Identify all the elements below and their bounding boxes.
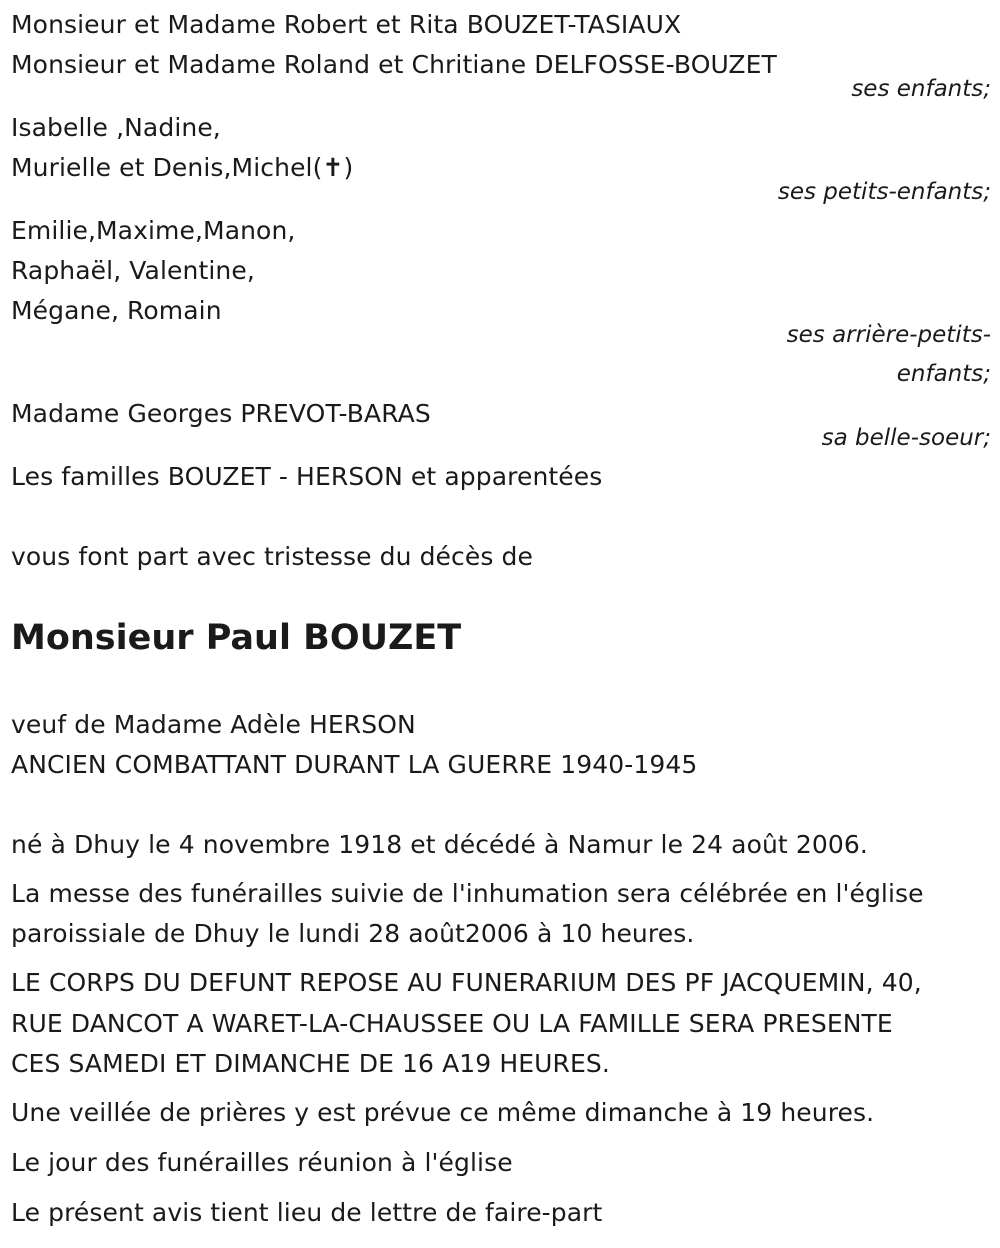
veteran-line: ANCIEN COMBATTANT DURANT LA GUERRE 1940-1945	[11, 750, 698, 779]
notice-line: Le présent avis tient lieu de lettre de faire-part	[11, 1198, 603, 1227]
great-grandchildren-line-2: Raphaël, Valentine,	[11, 256, 255, 285]
great-grandchildren-line-3: Mégane, Romain	[11, 296, 222, 325]
sister-in-law-line: Madame Georges PREVOT-BARAS	[11, 399, 431, 428]
children-role: ses enfants;	[851, 76, 991, 102]
grandchildren-line-2: Murielle et Denis,Michel(✝)	[11, 153, 354, 182]
vigil-line: Une veillée de prières y est prévue ce même dimanche à 19 heures.	[11, 1098, 875, 1127]
birth-death-line: né à Dhuy le 4 novembre 1918 et décédé à Namur le 24 août 2006.	[11, 830, 868, 859]
children-line-2: Monsieur et Madame Roland et Chritiane DELFOSSE-BOUZET	[11, 50, 777, 79]
sister-in-law-role: sa belle-soeur;	[821, 425, 991, 451]
families-line: Les familles BOUZET - HERSON et apparentées	[11, 462, 603, 491]
great-grandchildren-line-1: Emilie,Maxime,Manon,	[11, 216, 296, 245]
deceased-name: Monsieur Paul BOUZET	[11, 618, 462, 658]
mass-line-2: paroissiale de Dhuy le lundi 28 août2006 à 10 heures.	[11, 919, 695, 948]
grandchildren-line-1: Isabelle ,Nadine,	[11, 113, 221, 142]
children-line-1: Monsieur et Madame Robert et Rita BOUZET-TASIAUX	[11, 10, 682, 39]
great-grandchildren-role-line-1: ses arrière-petits-	[786, 322, 991, 348]
body-line-3: CES SAMEDI ET DIMANCHE DE 16 A19 HEURES.	[11, 1049, 610, 1078]
announcement-line: vous font part avec tristesse du décès de	[11, 542, 533, 571]
great-grandchildren-role-line-2: enfants;	[896, 361, 991, 387]
meeting-line: Le jour des funérailles réunion à l'église	[11, 1148, 513, 1177]
body-line-2: RUE DANCOT A WARET-LA-CHAUSSEE OU LA FAMILLE SERA PRESENTE	[11, 1009, 893, 1038]
mass-line-1: La messe des funérailles suivie de l'inhumation sera célébrée en l'église	[11, 879, 924, 908]
grandchildren-role: ses petits-enfants;	[777, 179, 991, 205]
widower-line: veuf de Madame Adèle HERSON	[11, 710, 416, 739]
body-line-1: LE CORPS DU DEFUNT REPOSE AU FUNERARIUM DES PF JACQUEMIN, 40,	[11, 968, 922, 997]
